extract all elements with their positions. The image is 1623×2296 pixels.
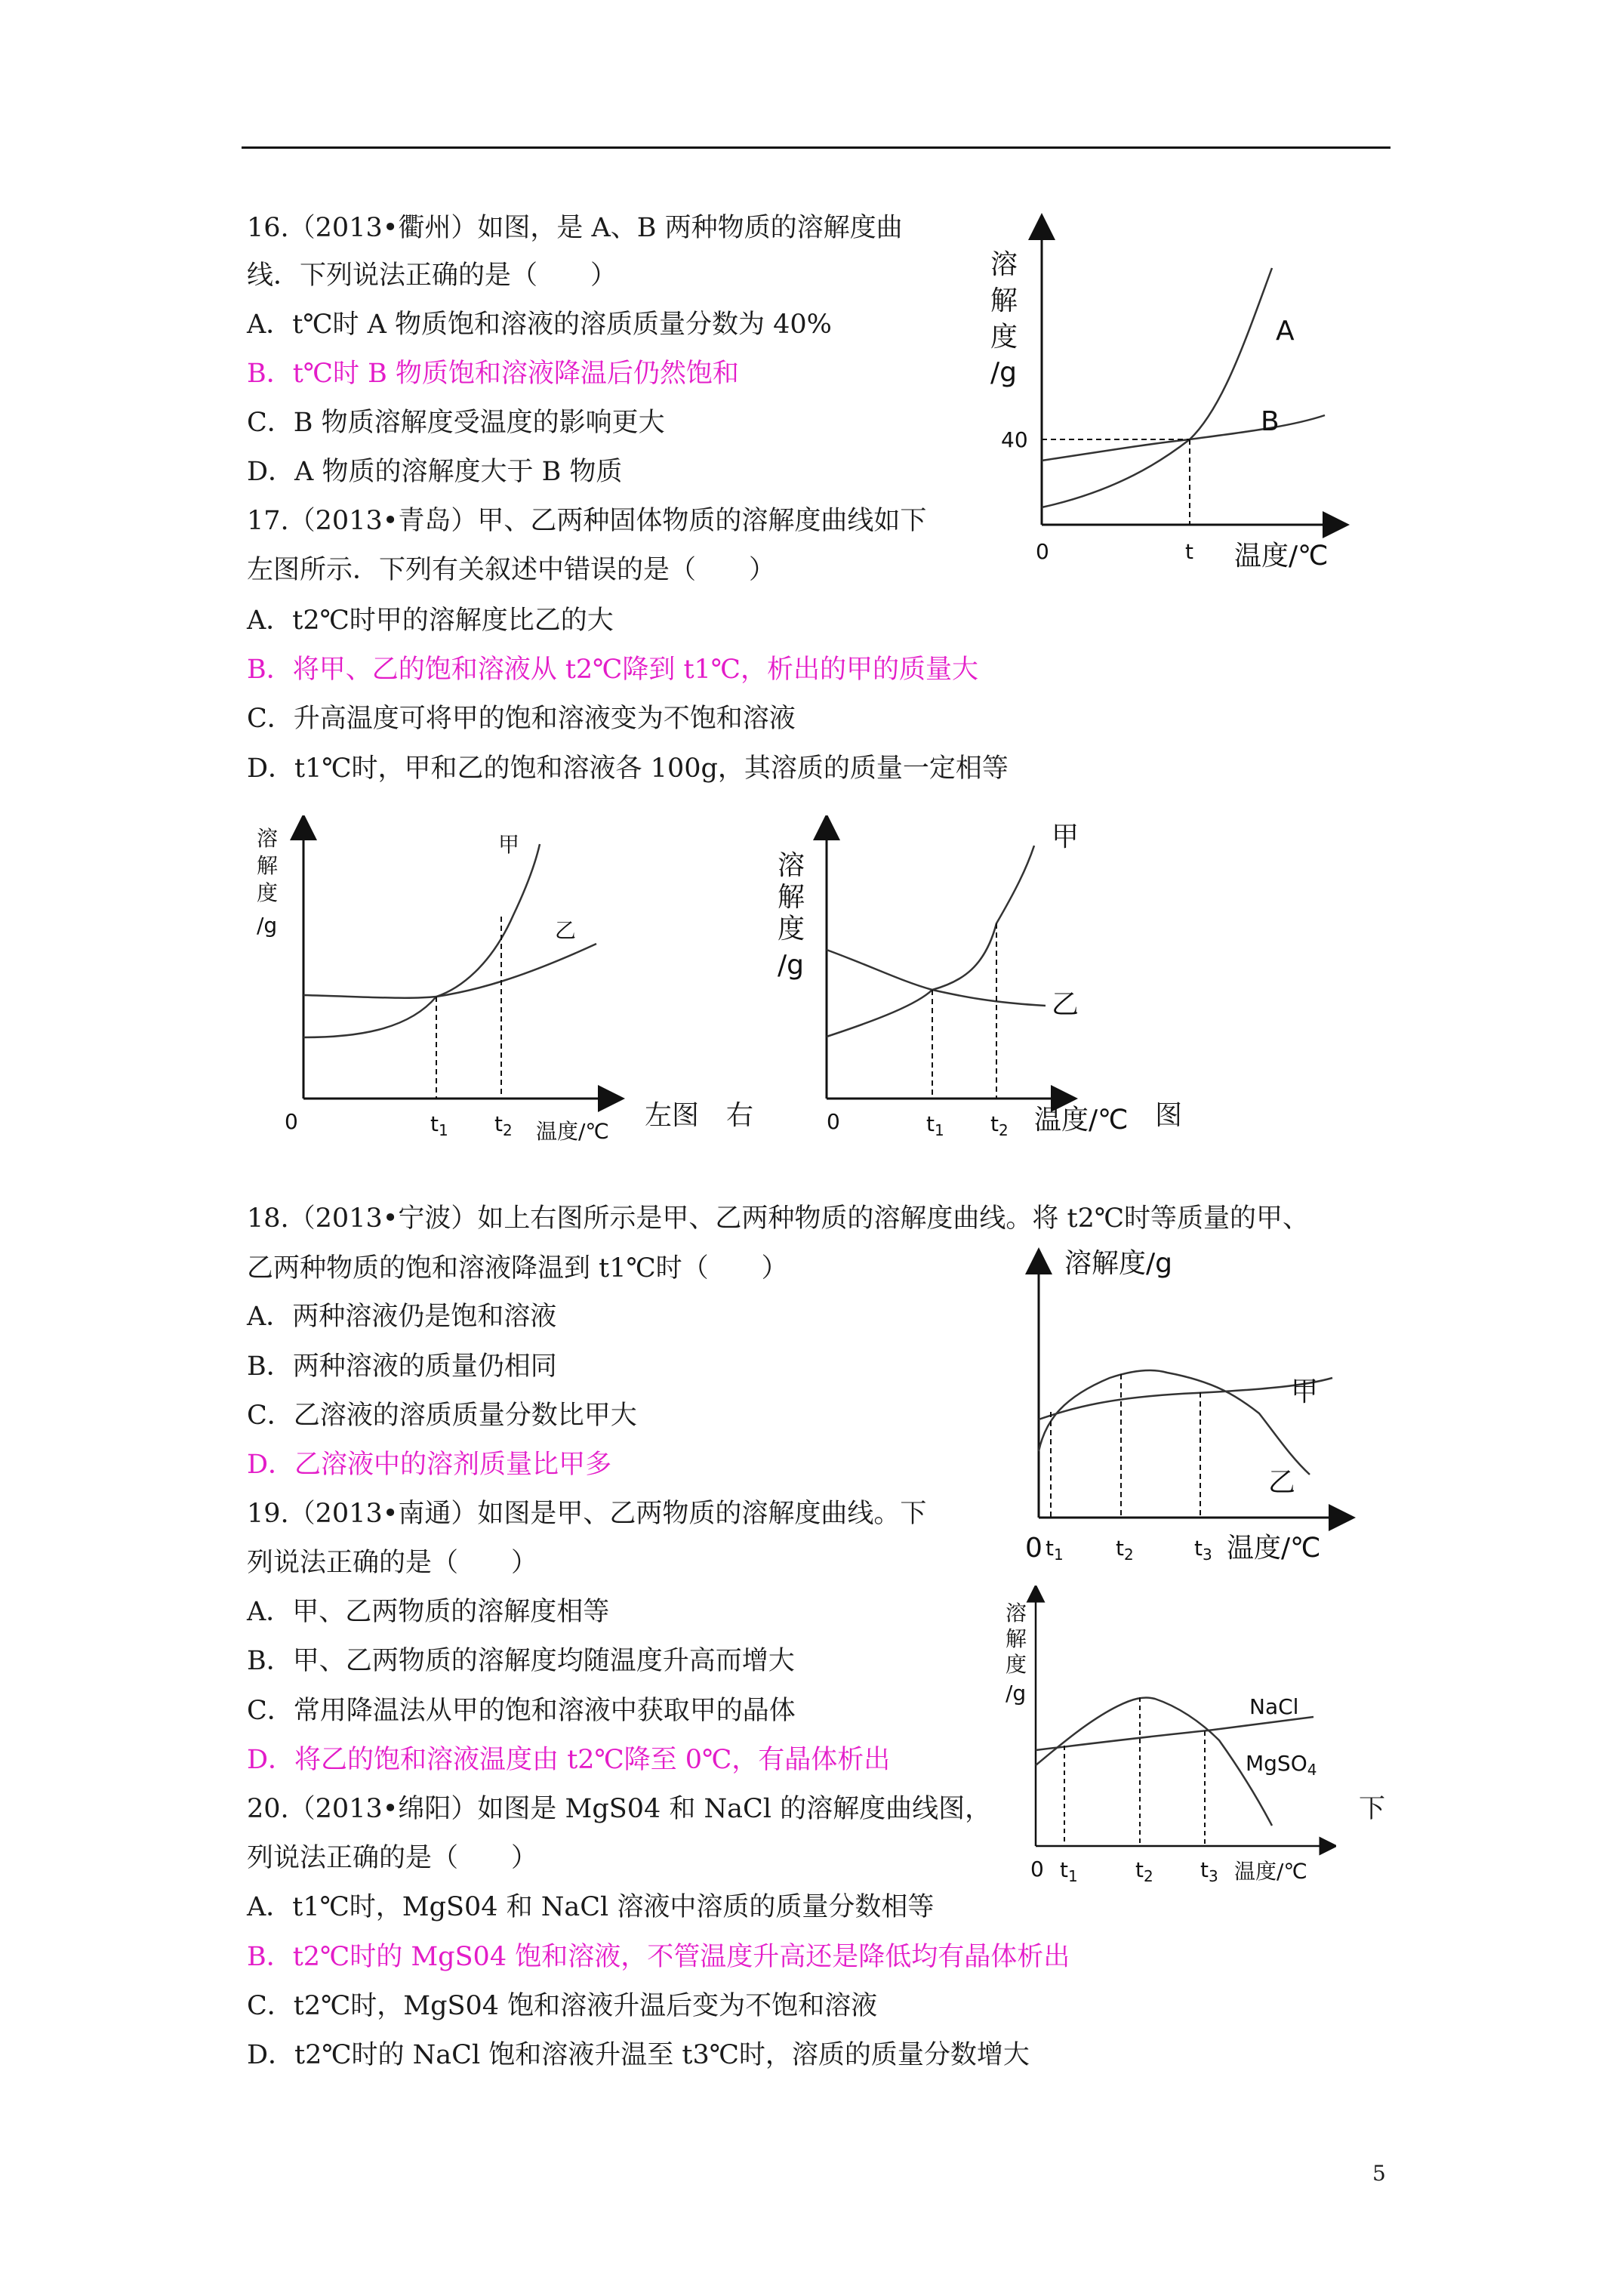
tick-t1: $t_1$ (1046, 1536, 1064, 1564)
q20-option-d: D．t2℃时的 NaCl 饱和溶液升温至 t3℃时，溶质的质量分数增大 (247, 2040, 1030, 2070)
tick-t1: $t_1$ (1060, 1857, 1078, 1885)
q18-option-a: A．两种溶液仍是饱和溶液 (247, 1302, 557, 1332)
label-yi: 乙 (555, 918, 577, 943)
tick-t1: $t_1$ (926, 1111, 944, 1139)
y-label-2: 解 (1006, 1626, 1027, 1651)
tick-t3: $t_3$ (1194, 1536, 1212, 1564)
y-unit: /g (257, 913, 278, 938)
q20-stem-tail: 下 (1359, 1794, 1386, 1824)
q18-stem-line-2: 乙两种物质的饱和溶液降温到 t1℃时（ ） (247, 1253, 788, 1284)
label-jia: 甲 (1052, 821, 1079, 852)
label-nacl: NaCl (1249, 1694, 1299, 1719)
curve-jia (303, 844, 540, 1037)
curve-yi (1039, 1370, 1310, 1475)
label-b: B (1261, 406, 1280, 437)
page-number: 5 (1372, 2161, 1386, 2186)
q16-solubility-graph (974, 211, 1366, 589)
y-label-2: 解 (990, 285, 1018, 316)
y-label-1: 溶 (990, 249, 1018, 280)
q20-option-c: C．t2℃时，MgS04 饱和溶液升温后变为不饱和溶液 (247, 1991, 878, 2021)
y-label-3: 度 (1006, 1652, 1027, 1677)
y-label-2: 解 (778, 882, 805, 913)
origin: 0 (1036, 539, 1049, 564)
tick-t: t (1185, 539, 1193, 564)
tick-40: 40 (1001, 427, 1028, 452)
q19-option-c: C．常用降温法从甲的饱和溶液中获取甲的晶体 (247, 1696, 796, 1726)
q20-stem-line-1: 20.（2013•绵阳）如图是 MgS04 和 NaCl 的溶解度曲线图， (247, 1794, 992, 1824)
q19-solubility-graph (1019, 1238, 1374, 1570)
header-rule (242, 146, 1390, 149)
curve-jia (1039, 1378, 1332, 1419)
q17-option-d: D．t1℃时，甲和乙的饱和溶液各 100g，其溶质的质量一定相等 (247, 754, 1009, 784)
origin: 0 (1030, 1857, 1044, 1881)
q17-left-graph (249, 815, 642, 1163)
q18-option-b: B．两种溶液的质量仍相同 (247, 1351, 557, 1382)
q19-option-b: B．甲、乙两物质的溶解度均随温度升高而增大 (247, 1646, 795, 1676)
q20-stem-line-2: 列说法正确的是（ ） (247, 1843, 538, 1873)
y-unit: /g (778, 950, 804, 981)
q18-stem-line-1: 18.（2013•宁波）如上右图所示是甲、乙两种物质的溶解度曲线。将 t2℃时等质量的甲、 (247, 1203, 1309, 1234)
label-yi: 乙 (1268, 1467, 1296, 1498)
q19-option-a: A．甲、乙两物质的溶解度相等 (247, 1597, 610, 1627)
y-label-1: 溶 (257, 826, 279, 851)
q19-stem-line-2: 列说法正确的是（ ） (247, 1548, 538, 1578)
origin: 0 (827, 1109, 840, 1134)
q19-option-d: D．将乙的饱和溶液温度由 t2℃降至 0℃，有晶体析出 (247, 1745, 891, 1775)
y-label: 溶解度/g (1064, 1248, 1172, 1279)
label-a: A (1276, 316, 1295, 347)
q18-option-d: D．乙溶液中的溶剂质量比甲多 (247, 1450, 612, 1480)
q20-solubility-graph (996, 1586, 1336, 1888)
label-mgso4: MgSO$_4$ (1246, 1751, 1317, 1779)
q17-option-b: B．将甲、乙的饱和溶液从 t2℃降到 t1℃，析出的甲的质量大 (247, 655, 978, 685)
q16-option-b: B．t℃时 B 物质饱和溶液降温后仍然饱和 (247, 359, 739, 389)
tick-t2: $t_2$ (1135, 1857, 1153, 1885)
y-label-1: 溶 (778, 850, 805, 881)
x-label: 温度/℃ (1234, 1859, 1307, 1884)
curve-b (1042, 415, 1325, 461)
label-jia: 甲 (1291, 1376, 1319, 1407)
y-unit: /g (990, 357, 1017, 388)
caption-right: 图 (1155, 1100, 1183, 1131)
y-label-3: 度 (257, 880, 279, 905)
curve-nacl (1036, 1717, 1313, 1750)
q17-stem-line-1: 17.（2013•青岛）甲、乙两种固体物质的溶解度曲线如下 (247, 506, 927, 536)
curve-mgso4 (1036, 1697, 1272, 1826)
tick-t2: $t_2$ (494, 1111, 513, 1139)
x-label: 温度/℃ (1234, 541, 1329, 572)
q20-option-a: A．t1℃时，MgS04 和 NaCl 溶液中溶质的质量分数相等 (247, 1892, 935, 1922)
q16-stem-line-1: 16.（2013•衢州）如图，是 A、B 两种物质的溶解度曲 (247, 213, 903, 243)
origin: 0 (1025, 1533, 1042, 1564)
curve-jia (827, 846, 1034, 1037)
q16-stem-line-2: 线．下列说法正确的是（ ） (247, 260, 617, 291)
q19-stem-line-1: 19.（2013•南通）如图是甲、乙两物质的溶解度曲线。下 (247, 1499, 927, 1529)
label-jia: 甲 (498, 832, 520, 857)
q18-right-graph (766, 815, 1159, 1163)
curve-a (1042, 268, 1272, 507)
tick-t1: $t_1$ (430, 1111, 448, 1139)
origin: 0 (285, 1109, 298, 1134)
y-label-1: 溶 (1006, 1601, 1027, 1626)
q20-option-b: B．t2℃时的 MgS04 饱和溶液，不管温度升高还是降低均有晶体析出 (247, 1942, 1070, 1972)
y-label-3: 度 (990, 322, 1018, 353)
q18-option-c: C．乙溶液的溶质质量分数比甲大 (247, 1401, 637, 1431)
label-yi: 乙 (1052, 989, 1079, 1020)
x-label: 温度/℃ (1227, 1533, 1321, 1564)
q16-option-d: D．A 物质的溶解度大于 B 物质 (247, 457, 623, 487)
tick-t2: $t_2$ (990, 1111, 1009, 1139)
curve-yi (827, 950, 1046, 1006)
tick-t3: $t_3$ (1200, 1857, 1218, 1885)
q17-option-a: A．t2℃时甲的溶解度比乙的大 (247, 606, 614, 636)
q16-option-c: C．B 物质溶解度受温度的影响更大 (247, 408, 665, 438)
tick-t2: $t_2$ (1116, 1536, 1134, 1564)
y-label-2: 解 (257, 853, 279, 878)
q16-option-a: A．t℃时 A 物质饱和溶液的溶质质量分数为 40% (247, 310, 832, 340)
q17-stem-line-2: 左图所示．下列有关叙述中错误的是（ ） (247, 555, 776, 585)
y-label-3: 度 (778, 914, 805, 945)
caption-left: 左图 右 (645, 1100, 754, 1131)
q17-option-c: C．升高温度可将甲的饱和溶液变为不饱和溶液 (247, 704, 796, 734)
x-label: 温度/℃ (536, 1119, 609, 1144)
x-label: 温度/℃ (1034, 1105, 1129, 1136)
y-unit: /g (1006, 1681, 1027, 1706)
